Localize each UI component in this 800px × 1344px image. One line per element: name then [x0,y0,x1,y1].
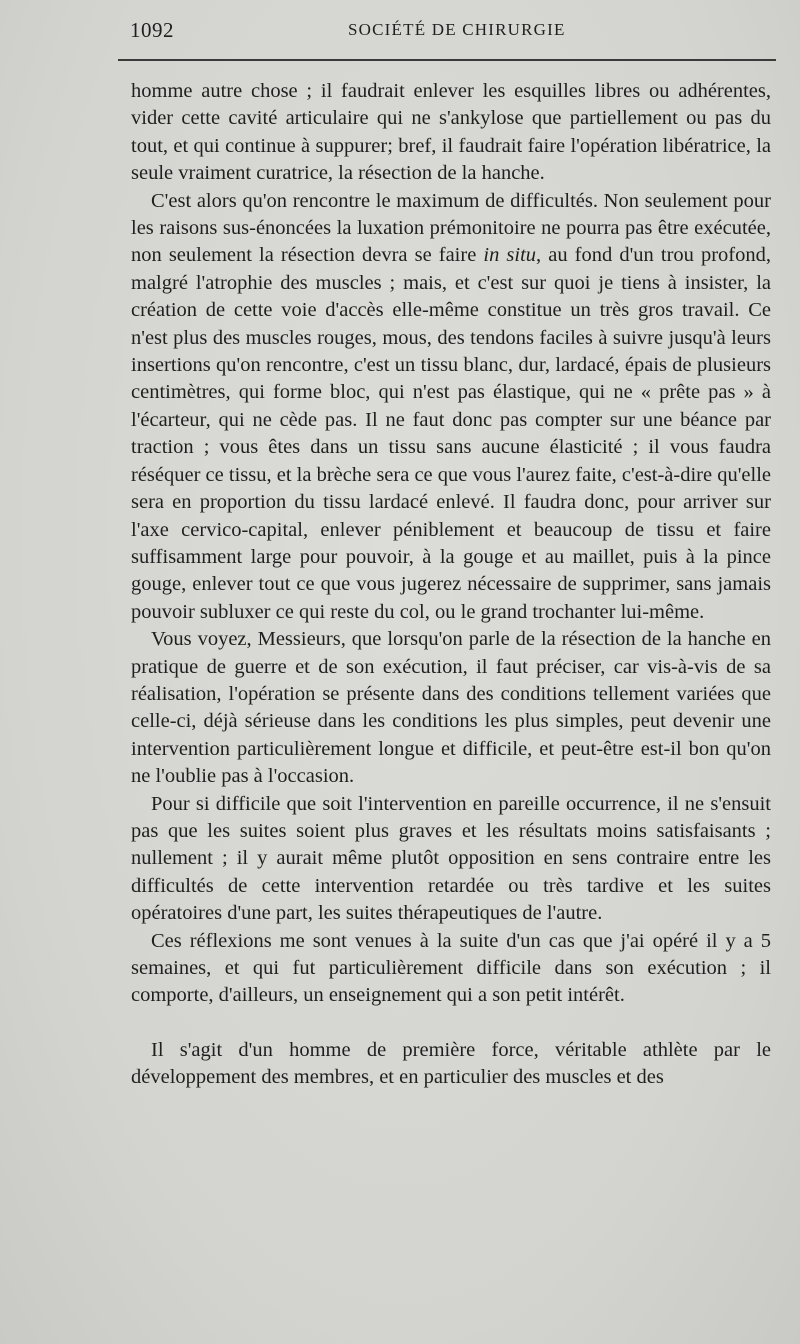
paragraph-3: Vous voyez, Messieurs, que lorsqu'on parle de la résection de la hanche en pratique de guerre et de son exécution, il faut préciser, car vis-à-vis de sa réalisation, l'opération se présente dans des conditions tellement variées que celle-ci, déjà sérieuse dans les conditions les plus simples, peut devenir une intervention particulièrement longue et difficile, et peut-être est-il bon qu'on ne l'oublie pas à l'occasion. [131,628,771,788]
paragraph-2 [131,188,771,627]
running-head: SOCIÉTÉ DE CHIRURGIE [348,20,566,39]
paragraph-4: Pour si difficile que soit l'intervention en pareille occurrence, il ne s'ensuit pas que les suites soient plus graves et les résultats moins satisfaisants ; nullement ; il y aurait même plutôt opposition en sens contraire entre les difficultés de cette intervention retardée ou très tardive et les suites opératoires d'une part, les suites thérapeutiques de l'autre. [131,792,771,925]
header-rule [118,59,776,61]
italic-in-situ: in situ [483,244,537,267]
paragraph-6: Il s'agit d'un homme de première force, véritable athlète par le développement des membres, et en particulier des muscles et des [131,1038,771,1089]
body-text [131,78,771,1092]
paragraph-2-part-b: , au fond d'un trou profond, malgré l'atrophie des muscles ; mais, et c'est sur quoi je tiens à insister, la création de cette voie d'accès elle-même constitue un très gros travail. Ce n'est plus des muscles rouges, mous, des tendons faciles à suivre jusqu'à leurs insertions qu'on rencontre, c'est un tissu blanc, dur, lardacé, épais de plusieurs centimètres, qui forme bloc, qui n'est pas élastique, qui ne « prête pas » à l'écarteur, qui ne cède pas. Il ne faut donc pas compter sur une béance par traction ; vous êtes dans un tissu sans aucune élasticité ; il vous faudra réséquer ce tissu, et la brèche sera ce que vous l'aurez faite, c'est-à-dire qu'elle sera en proportion du tissu lardacé enlevé. Il faudra donc, pour arriver sur l'axe cervico-capital, enlever péniblement et beaucoup de tissu et faire suffisamment large pour pouvoir, à la gouge et au maillet, puis à la pince gouge, enlever tout ce que vous jugerez nécessaire de supprimer, sans jamais pouvoir subluxer ce qui reste du col, ou le grand trochanter lui-même. [131,244,772,623]
page-number: 1092 [130,18,174,42]
page-header [130,14,770,54]
paragraph-2-part-a: C'est alors qu'on rencontre le maximum de difficultés. Non seulement pour les raisons sus-énoncées la luxation prémonitoire ne pourra pas être exécutée, non seulement la résection devra se faire [131,189,771,267]
paragraph-1: homme autre chose ; il faudrait enlever les esquilles libres ou adhérentes, vider cette cavité articulaire qui ne s'ankylose que partiellement ou pas du tout, et qui continue à suppurer; bref, il faudrait faire l'opération libératrice, la seule vraiment curatrice, la résection de la hanche. [131,80,771,185]
paragraph-5: Ces réflexions me sont venues à la suite d'un cas que j'ai opéré il y a 5 semaines, et qui fut particulièrement difficile dans son exécution ; il comporte, d'ailleurs, un enseignement qui a son petit intérêt. [131,929,771,1007]
